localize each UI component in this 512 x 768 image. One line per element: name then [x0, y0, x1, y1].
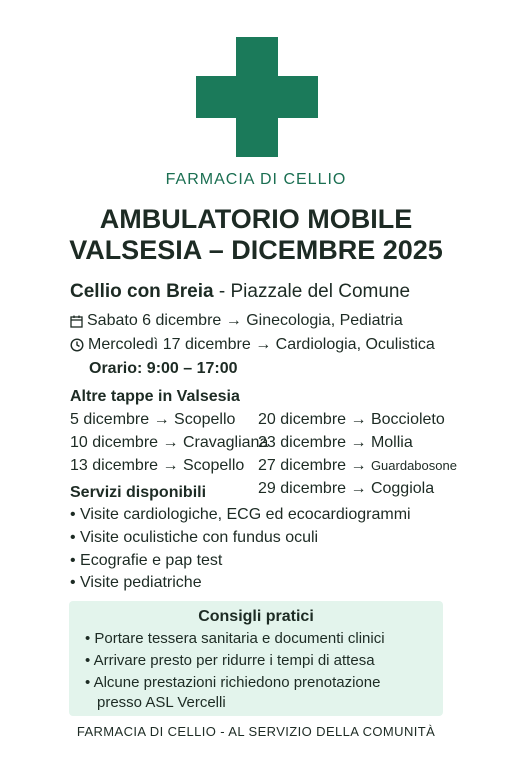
stop-town: Mollia [370, 434, 413, 451]
location-line [70, 281, 410, 303]
pharmacy-name: FARMACIA DI CELLIO [165, 171, 347, 188]
tip-item: • Portare tessera sanitaria e documenti clinici [85, 630, 385, 647]
services-heading: Servizi disponibili [70, 484, 207, 501]
tip-item: • Arrivare presto per ridurre i tempi di attesa [85, 652, 375, 669]
stop-item [258, 411, 445, 429]
stop-item: 10 dicembre → Cravagliana [70, 434, 269, 451]
stop-date: 27 dicembre → [258, 457, 371, 474]
tip-item-continuation: presso ASL Vercelli [97, 694, 226, 711]
pharmacy-cross-logo [196, 37, 318, 157]
stop-item [258, 480, 434, 498]
other-stops-heading: Altre tappe in Valsesia [70, 388, 240, 405]
stop-date: 23 dicembre → [258, 434, 371, 451]
location-place: - Piazzale del Comune [213, 281, 411, 302]
cross-horizontal-bar [196, 76, 318, 118]
service-item: • Visite pediatriche [70, 574, 202, 591]
date-row-2-text: Mercoledì 17 dicembre → Cardiologia, Oculistica [88, 336, 435, 353]
clock-icon [70, 338, 84, 352]
service-item: • Ecografie e pap test [70, 552, 223, 569]
stop-town: Guardabosone [370, 458, 457, 473]
stop-town: Coggiola [370, 480, 435, 497]
stop-item [258, 457, 457, 475]
tips-box [69, 601, 443, 716]
title-line-2: VALSESIA – DICEMBRE 2025 [69, 235, 443, 265]
service-item: • Visite oculistiche con fundus oculi [70, 529, 319, 546]
tips-title: Consigli pratici [198, 608, 314, 625]
date-row-2 [70, 336, 435, 354]
tip-item: • Alcune prestazioni richiedono prenotazione [85, 674, 381, 691]
date-row-1-text: Sabato 6 dicembre → Ginecologia, Pediatria [87, 312, 403, 329]
footer: FARMACIA DI CELLIO - AL SERVIZIO DELLA COMUNITÀ [76, 724, 436, 739]
stop-date: 29 dicembre → [258, 480, 371, 497]
location-town: Cellio con Breia [70, 281, 214, 302]
page-title [0, 204, 512, 266]
opening-hours: Orario: 9:00 – 17:00 [89, 360, 238, 377]
stop-date: 20 dicembre → [258, 411, 371, 428]
stop-town: Boccioleto [370, 411, 445, 428]
stop-item: 5 dicembre → Scopello [70, 411, 236, 428]
stop-item [258, 434, 413, 452]
title-line-1: AMBULATORIO MOBILE [99, 204, 413, 234]
stop-item: 13 dicembre → Scopello [70, 457, 245, 474]
date-row-1 [70, 312, 403, 330]
calendar-icon [70, 315, 83, 328]
service-item: • Visite cardiologiche, ECG ed ecocardiogrammi [70, 506, 411, 523]
